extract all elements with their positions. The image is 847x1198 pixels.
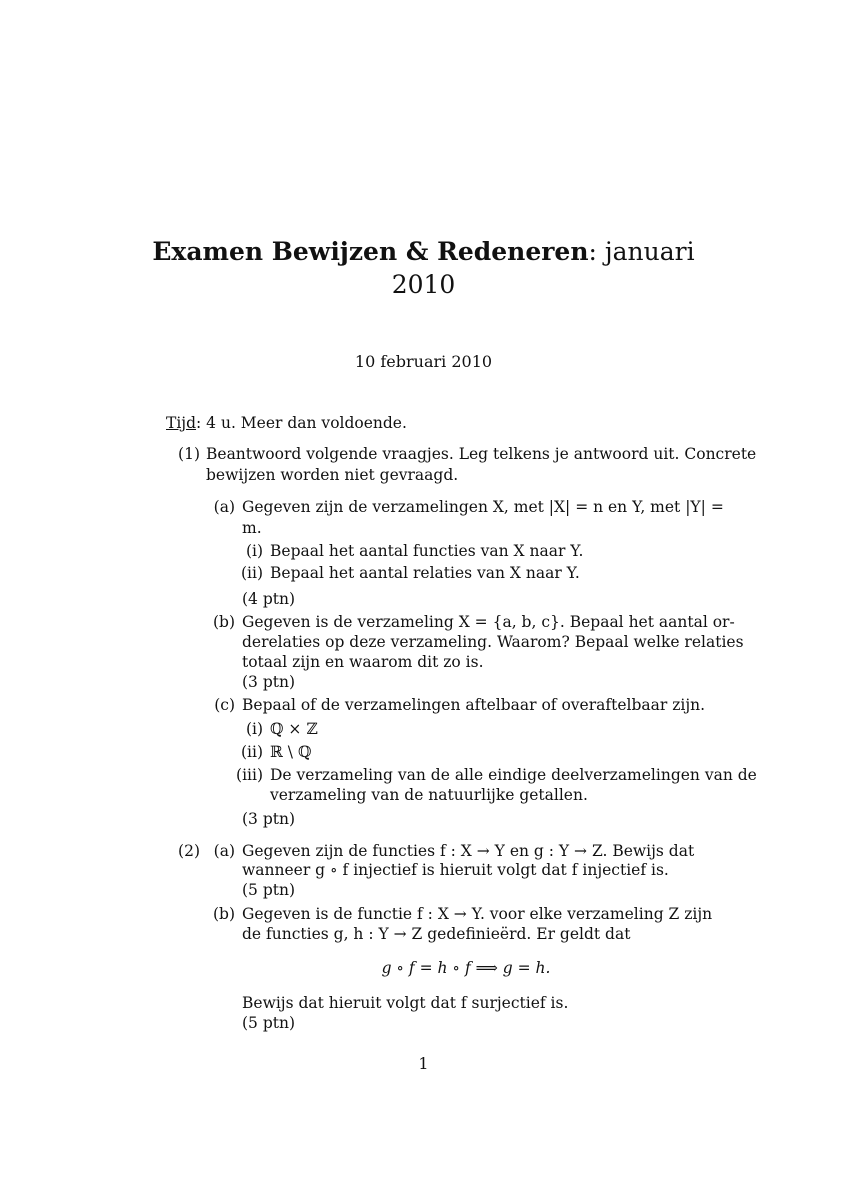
q2a-points: (5 ptn)	[242, 881, 296, 899]
q2b-line2: de functies g, h : Y → Z gedefinieërd. Er geldt dat	[242, 925, 631, 943]
q1c-iii-label: (iii)	[236, 766, 263, 784]
q1c-iii-line1: De verzameling van de alle eindige deelverzamelingen van de	[270, 766, 757, 784]
q2a-line2: wanneer g ∘ f injectief is hieruit volgt dat f injectief is.	[242, 861, 669, 879]
intro-label: Tijd	[166, 414, 197, 432]
q1b-line3: totaal zijn en waarom dit zo is.	[242, 653, 484, 671]
q1a-i-text: Bepaal het aantal functies van X naar Y.	[270, 542, 584, 560]
q1b-line1: Gegeven is de verzameling X = {a, b, c}. Bepaal het aantal or-	[242, 613, 735, 631]
q1-line2: bewijzen worden niet gevraagd.	[206, 466, 459, 484]
q1a-line2: m.	[242, 519, 262, 537]
q2b-label: (b)	[212, 905, 235, 923]
q1b-label: (b)	[212, 613, 235, 631]
q2b-formula: g ∘ f = h ∘ f ⟹ g = h.	[381, 959, 551, 977]
q1c-i-text: ℚ × ℤ	[270, 720, 318, 738]
q2-label: (2)	[178, 842, 200, 860]
title-bold: Examen Bewijzen & Redeneren	[152, 237, 589, 266]
q2a-line1: Gegeven zijn de functies f : X → Y en g : Y → Z. Bewijs dat	[242, 842, 695, 860]
intro-line	[166, 413, 407, 434]
q1c-line1: Bepaal of de verzamelingen aftelbaar of overaftelbaar zijn.	[242, 696, 706, 714]
q1a-line1: Gegeven zijn de verzamelingen X, met |X| = n en Y, met |Y| =	[242, 498, 724, 516]
q1c-ii-label: (ii)	[240, 743, 263, 761]
q1-label: (1)	[178, 445, 200, 463]
q1c-ii-text: ℝ \ ℚ	[270, 743, 312, 761]
q1a-ii-label: (ii)	[240, 564, 263, 582]
q2a-label: (a)	[213, 842, 235, 860]
q2b-line3: Bewijs dat hieruit volgt dat f surjectief is.	[242, 994, 569, 1012]
q1c-points: (3 ptn)	[242, 810, 296, 828]
q1c-label: (c)	[214, 696, 235, 714]
document-date: 10 februari 2010	[354, 352, 493, 371]
q1a-points: (4 ptn)	[242, 590, 296, 608]
q1a-ii-text: Bepaal het aantal relaties van X naar Y.	[270, 564, 580, 582]
q1c-iii-line2: verzameling van de natuurlijke getallen.	[270, 786, 588, 804]
q2b-points: (5 ptn)	[242, 1014, 296, 1032]
title-rest: : januari	[588, 237, 695, 266]
document-title	[0, 235, 847, 269]
q1b-line2: derelaties op deze verzameling. Waarom? Bepaal welke relaties	[242, 633, 744, 651]
q2b-line1: Gegeven is de functie f : X → Y. voor elke verzameling Z zijn	[242, 905, 713, 923]
q1-line1: Beantwoord volgende vraagjes. Leg telkens je antwoord uit. Concrete	[206, 445, 757, 463]
page-number: 1	[418, 1054, 429, 1073]
q1c-i-label: (i)	[245, 720, 263, 738]
q1b-points: (3 ptn)	[242, 673, 296, 691]
q1a-i-label: (i)	[245, 542, 263, 560]
title-year: 2010	[391, 270, 456, 299]
q1a-label: (a)	[213, 498, 235, 516]
intro-text: : 4 u. Meer dan voldoende.	[196, 414, 407, 432]
